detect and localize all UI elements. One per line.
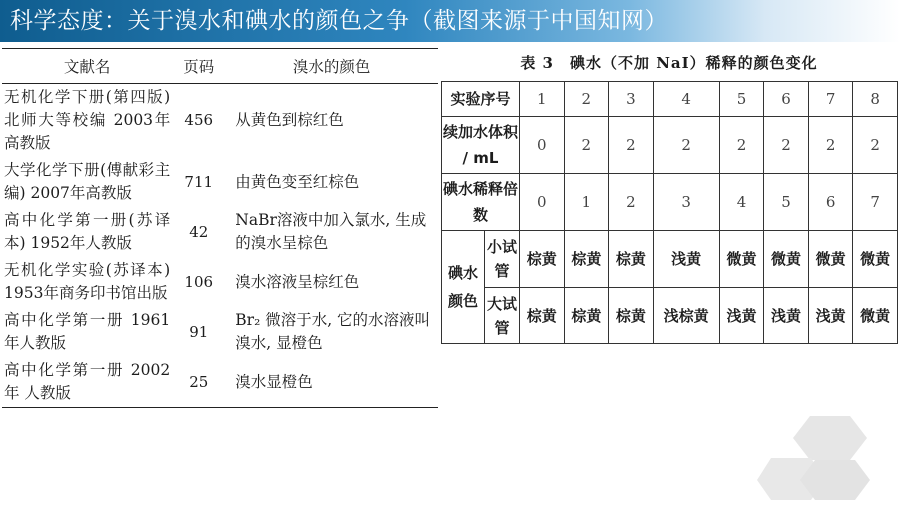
small-tube-color-cell: 浅黄 [653,231,719,288]
book-cell: 高中化学第一册 1961年人教版 [4,311,171,352]
small-tube-color-cell: 微黄 [853,231,898,288]
page-cell: 456 [184,111,214,129]
book-cell: 大学化学下册(傅献彩主编) 2007年高教版 [4,161,171,202]
serial-cell: 7 [808,82,853,117]
small-tube-label: 小试管 [485,231,520,288]
page-title: 科学态度：关于溴水和碘水的颜色之争（截图来源于中国知网） [10,8,668,34]
table-row [2,207,438,257]
serial-cell: 2 [564,82,609,117]
serial-row [442,82,898,117]
small-tube-color-cell: 微黄 [808,231,853,288]
big-tube-color-cell: 浅黄 [764,288,809,344]
table-row [2,257,438,307]
big-tube-color-cell: 棕黄 [520,288,565,344]
dilution-cell: 3 [653,174,719,231]
dilution-cell: 7 [853,174,898,231]
big-tube-color-cell: 棕黄 [609,288,654,344]
dilution-cell: 5 [764,174,809,231]
added-water-cell: 2 [653,117,719,174]
table-header-row [2,49,438,84]
big-tube-color-cell: 棕黄 [564,288,609,344]
table-row [2,84,438,158]
page-cell: 42 [189,222,209,241]
big-tube-color-cell: 浅棕黄 [653,288,719,344]
serial-cell: 4 [653,82,719,117]
color-cell: 由黄色变至红棕色 [235,172,360,191]
small-tube-color-cell: 棕黄 [609,231,654,288]
column-header-book: 文献名 [2,49,172,84]
serial-cell: 1 [520,82,565,117]
dilution-cell: 6 [808,174,853,231]
added-water-cell: 0 [520,117,565,174]
dilution-cell: 1 [564,174,609,231]
page-cell: 25 [172,357,225,408]
added-water-row-label: 续加水体积 / mL [442,117,520,174]
color-group-label: 碘水颜色 [442,231,485,344]
iodine-dilution-table [441,81,898,344]
dilution-cell: 2 [609,174,654,231]
big-tube-row [442,288,898,344]
color-cell: NaBr溶液中加入氯水, 生成的溴水呈棕色 [235,211,427,252]
big-tube-color-cell: 浅黄 [719,288,764,344]
color-cell: 溴水显橙色 [225,357,438,408]
hexagon-shape [793,416,867,460]
added-water-cell: 2 [719,117,764,174]
title-banner [0,0,900,42]
small-tube-color-cell: 微黄 [764,231,809,288]
page-cell: 91 [189,322,209,341]
dilution-cell: 4 [719,174,764,231]
table-caption: 表 3 碘水（不加 NaI）稀释的颜色变化 [520,54,818,72]
column-header-color: 溴水的颜色 [225,49,438,84]
table-row [2,157,438,207]
dilution-row-label: 碘水稀释倍数 [442,174,520,231]
small-tube-color-cell: 微黄 [719,231,764,288]
book-cell: 无机化学下册(第四版) 北师大等校编 2003年高教版 [4,88,171,152]
serial-cell: 3 [609,82,654,117]
small-tube-row [442,231,898,288]
hexagon-shape [800,460,870,500]
color-cell: Br₂ 微溶于水, 它的水溶液叫溴水, 显橙色 [235,311,431,352]
column-header-page: 页码 [172,49,225,84]
hexagon-decoration [755,412,895,502]
dilution-row [442,174,898,231]
serial-cell: 5 [719,82,764,117]
serial-cell: 6 [764,82,809,117]
serial-cell: 8 [853,82,898,117]
serial-row-label: 实验序号 [442,82,520,117]
added-water-cell: 2 [609,117,654,174]
bromine-literature-table [2,48,438,408]
big-tube-color-cell: 浅黄 [808,288,853,344]
color-cell: 从黄色到棕红色 [235,111,344,129]
table-row [2,307,438,357]
dilution-cell: 0 [520,174,565,231]
big-tube-label: 大试管 [485,288,520,344]
color-cell: 溴水溶液呈棕红色 [235,272,360,291]
book-cell: 高中化学第一册(苏译本) 1952年人教版 [4,211,171,252]
small-tube-color-cell: 棕黄 [520,231,565,288]
added-water-cell: 2 [853,117,898,174]
book-cell: 无机化学实验(苏译本) 1953年商务印书馆出版 [4,261,171,302]
small-tube-color-cell: 棕黄 [564,231,609,288]
big-tube-color-cell: 微黄 [853,288,898,344]
added-water-cell: 2 [808,117,853,174]
book-cell: 高中化学第一册 2002年 人教版 [2,357,172,408]
table-row [2,357,438,408]
added-water-cell: 2 [764,117,809,174]
added-water-cell: 2 [564,117,609,174]
added-water-row [442,117,898,174]
page-cell: 711 [184,172,214,191]
page-cell: 106 [184,272,214,291]
